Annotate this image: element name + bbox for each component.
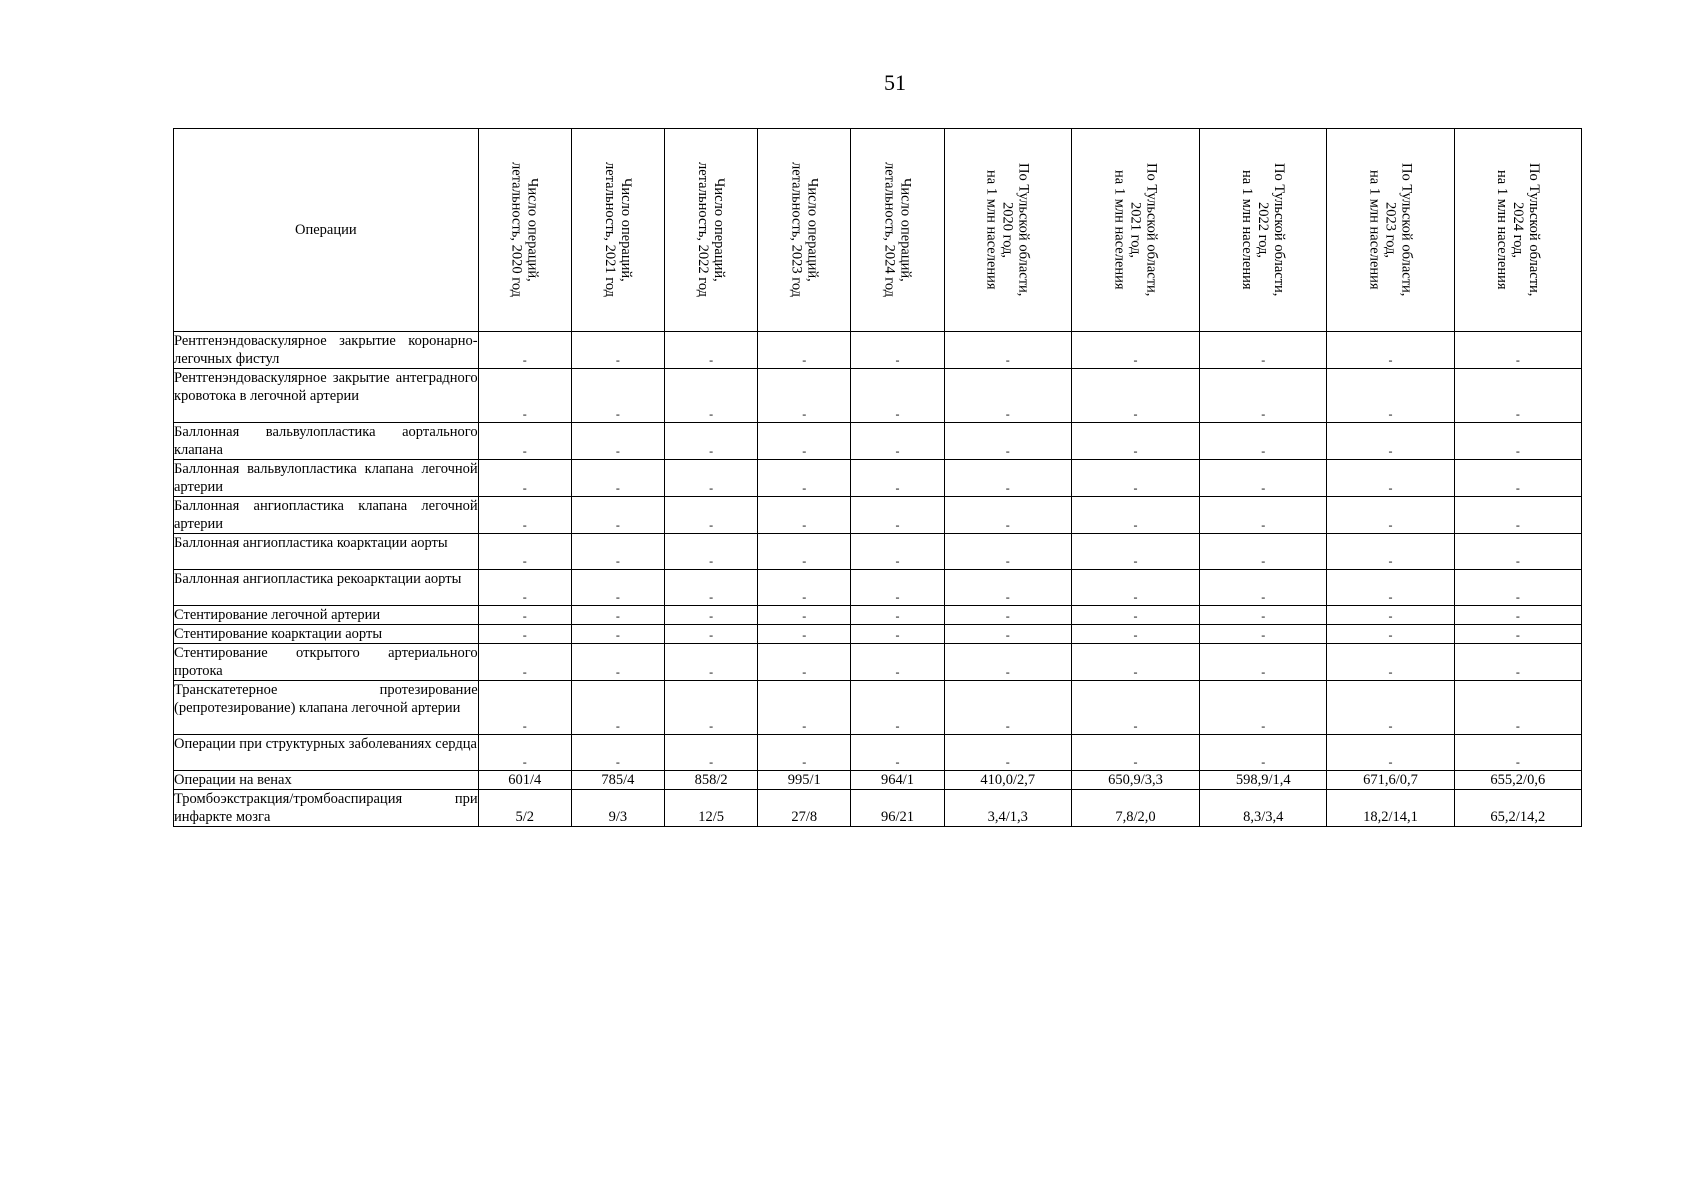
value-cell: -	[1200, 497, 1327, 534]
header-column-3	[665, 129, 758, 332]
value-cell: -	[665, 570, 758, 606]
table-row	[174, 790, 1582, 827]
operation-name: Операции на венах	[174, 772, 292, 788]
value-cell: -	[1200, 534, 1327, 570]
table-row	[174, 771, 1582, 790]
value-cell: -	[1454, 423, 1581, 460]
value-cell: -	[758, 681, 851, 735]
value-cell: -	[1071, 681, 1199, 735]
value-cell: -	[944, 423, 1071, 460]
operation-name-cell	[174, 460, 479, 497]
operation-name: Рентгенэндоваскулярное закрытие коронарно-легочных фистул	[174, 333, 478, 367]
header-column-label-line: 2022 год,	[1255, 201, 1272, 259]
value-cell: -	[1327, 625, 1454, 644]
value-cell: -	[1071, 534, 1199, 570]
value-cell: -	[1327, 423, 1454, 460]
value-cell: -	[1327, 570, 1454, 606]
value-cell: 9/3	[571, 790, 664, 827]
value-cell: -	[1200, 460, 1327, 497]
operation-name: Баллонная вальвулопластика клапана легочной артерии	[174, 461, 478, 495]
header-column-label	[788, 162, 820, 297]
value-cell: 12/5	[665, 790, 758, 827]
value-cell: -	[944, 606, 1071, 625]
header-column-label-line: 2021 год,	[1127, 201, 1144, 259]
value-cell: -	[1454, 534, 1581, 570]
operation-name-cell	[174, 644, 479, 681]
operation-name-cell	[174, 790, 479, 827]
table-row	[174, 644, 1582, 681]
value-cell: -	[478, 606, 571, 625]
value-cell: -	[944, 570, 1071, 606]
value-cell: 410,0/2,7	[944, 771, 1071, 790]
value-cell: -	[1327, 332, 1454, 369]
operation-name-cell	[174, 497, 479, 534]
value-cell: -	[1327, 681, 1454, 735]
operation-name: Транскатетерное протезирование (репротезирование) клапана легочной артерии	[174, 682, 478, 716]
header-column-label-line: на 1 млн населения	[983, 170, 1000, 290]
value-cell: -	[1327, 369, 1454, 423]
value-cell: -	[1200, 423, 1327, 460]
table-row	[174, 625, 1582, 644]
header-column-7	[1071, 129, 1199, 332]
operation-name-cell	[174, 534, 479, 570]
value-cell: -	[851, 497, 944, 534]
operation-name: Баллонная вальвулопластика аортального клапана	[174, 424, 478, 458]
table-row	[174, 606, 1582, 625]
header-column-label	[881, 162, 913, 297]
value-cell: -	[944, 460, 1071, 497]
table-header-row	[174, 129, 1582, 332]
table-row	[174, 681, 1582, 735]
header-column-label-line: летальность, 2024 год	[881, 162, 898, 298]
page-number: 51	[884, 70, 906, 95]
value-cell: -	[665, 735, 758, 771]
header-column-label-line: 2024 год,	[1509, 201, 1526, 259]
value-cell: -	[478, 423, 571, 460]
value-cell: -	[1200, 570, 1327, 606]
value-cell: -	[478, 460, 571, 497]
table-row	[174, 534, 1582, 570]
table-row	[174, 332, 1582, 369]
header-column-label	[1494, 163, 1542, 296]
header-column-label-line: летальность, 2022 год	[695, 162, 712, 298]
value-cell: -	[1327, 606, 1454, 625]
value-cell: 598,9/1,4	[1200, 771, 1327, 790]
operation-name-cell	[174, 332, 479, 369]
header-column-label-line: Число операций,	[524, 178, 541, 282]
value-cell: -	[478, 735, 571, 771]
operation-name: Рентгенэндоваскулярное закрытие антеградного кровотока в легочной артерии	[174, 370, 478, 404]
value-cell: -	[944, 369, 1071, 423]
header-column-label-line: на 1 млн населения	[1239, 170, 1256, 290]
value-cell: -	[1200, 681, 1327, 735]
value-cell: -	[1327, 497, 1454, 534]
table-body	[174, 332, 1582, 827]
header-column-label	[1239, 163, 1287, 296]
value-cell: -	[851, 332, 944, 369]
header-column-label-line: По Тульской области,	[1015, 163, 1032, 297]
operation-name: Операции при структурных заболеваниях сердца	[174, 736, 477, 752]
value-cell: -	[851, 534, 944, 570]
value-cell: -	[1200, 735, 1327, 771]
operation-name-cell	[174, 625, 479, 644]
value-cell: -	[478, 534, 571, 570]
header-column-8	[1200, 129, 1327, 332]
table-row	[174, 423, 1582, 460]
value-cell: -	[571, 369, 664, 423]
value-cell: -	[571, 625, 664, 644]
value-cell: -	[944, 534, 1071, 570]
value-cell: -	[944, 735, 1071, 771]
value-cell: -	[851, 460, 944, 497]
value-cell: 785/4	[571, 771, 664, 790]
value-cell: -	[478, 332, 571, 369]
header-column-label-line: По Тульской области,	[1525, 163, 1542, 297]
header-column-label-line: летальность, 2021 год	[601, 162, 618, 298]
value-cell: -	[1327, 735, 1454, 771]
value-cell: -	[665, 625, 758, 644]
value-cell: -	[944, 681, 1071, 735]
value-cell: -	[851, 570, 944, 606]
value-cell: -	[571, 460, 664, 497]
value-cell: -	[1454, 332, 1581, 369]
value-cell: -	[1071, 606, 1199, 625]
value-cell: -	[571, 681, 664, 735]
value-cell: -	[944, 497, 1071, 534]
value-cell: -	[851, 369, 944, 423]
value-cell: -	[665, 534, 758, 570]
header-column-label-line: 2020 год,	[999, 201, 1016, 259]
value-cell: -	[665, 606, 758, 625]
operations-table	[173, 128, 1582, 827]
header-column-label-line: Число операций,	[711, 178, 728, 282]
header-column-label	[602, 162, 634, 297]
operation-name: Стентирование открытого артериального протока	[174, 645, 478, 679]
value-cell: 655,2/0,6	[1454, 771, 1581, 790]
value-cell: -	[478, 497, 571, 534]
value-cell: -	[665, 332, 758, 369]
value-cell: -	[944, 332, 1071, 369]
value-cell: -	[758, 644, 851, 681]
table-row	[174, 497, 1582, 534]
value-cell: -	[758, 735, 851, 771]
table-row	[174, 369, 1582, 423]
header-column-5	[851, 129, 944, 332]
header-column-label-line: Число операций,	[897, 178, 914, 282]
value-cell: -	[665, 681, 758, 735]
operation-name-cell	[174, 735, 479, 771]
value-cell: -	[478, 369, 571, 423]
table-row	[174, 460, 1582, 497]
value-cell: -	[665, 497, 758, 534]
value-cell: -	[1454, 497, 1581, 534]
value-cell: -	[758, 497, 851, 534]
operation-name: Баллонная ангиопластика коарктации аорты	[174, 535, 448, 551]
value-cell: -	[1454, 369, 1581, 423]
value-cell: -	[1454, 681, 1581, 735]
header-column-label-line: Число операций,	[804, 178, 821, 282]
value-cell: -	[1454, 606, 1581, 625]
value-cell: -	[1071, 332, 1199, 369]
value-cell: -	[1071, 497, 1199, 534]
value-cell: -	[665, 423, 758, 460]
header-column-label	[984, 163, 1032, 296]
value-cell: 858/2	[665, 771, 758, 790]
header-column-label-line: летальность, 2020 год	[508, 162, 525, 298]
header-column-6	[944, 129, 1071, 332]
value-cell: -	[851, 644, 944, 681]
value-cell: -	[1454, 625, 1581, 644]
value-cell: -	[851, 735, 944, 771]
value-cell: -	[1200, 625, 1327, 644]
value-cell: -	[1071, 460, 1199, 497]
value-cell: -	[478, 644, 571, 681]
value-cell: 650,9/3,3	[1071, 771, 1199, 790]
value-cell: 27/8	[758, 790, 851, 827]
value-cell: -	[571, 534, 664, 570]
operation-name: Тромбоэкстракция/тромбоаспирация при инфаркте мозга	[174, 791, 478, 825]
header-column-label-line: на 1 млн населения	[1111, 170, 1128, 290]
header-column-label-line: на 1 млн населения	[1366, 170, 1383, 290]
value-cell: -	[758, 625, 851, 644]
value-cell: 995/1	[758, 771, 851, 790]
value-cell: -	[478, 570, 571, 606]
value-cell: -	[851, 423, 944, 460]
header-column-label-line: По Тульской области,	[1271, 163, 1288, 297]
value-cell: -	[758, 460, 851, 497]
value-cell: -	[571, 332, 664, 369]
value-cell: -	[758, 369, 851, 423]
operation-name: Стентирование коарктации аорты	[174, 626, 383, 642]
value-cell: 964/1	[851, 771, 944, 790]
header-column-label	[509, 162, 541, 297]
value-cell: -	[571, 570, 664, 606]
value-cell: -	[665, 369, 758, 423]
value-cell: -	[1200, 369, 1327, 423]
value-cell: -	[1454, 570, 1581, 606]
header-operations: Операции	[174, 129, 479, 332]
header-column-label	[1367, 163, 1415, 296]
value-cell: -	[1071, 570, 1199, 606]
table-row	[174, 735, 1582, 771]
value-cell: -	[851, 625, 944, 644]
value-cell: -	[571, 497, 664, 534]
header-column-label-line: 2023 год,	[1382, 201, 1399, 259]
value-cell: -	[1071, 625, 1199, 644]
header-column-label-line: Число операций,	[617, 178, 634, 282]
value-cell: -	[571, 606, 664, 625]
operation-name: Баллонная ангиопластика рекоарктации аорты	[174, 571, 462, 587]
value-cell: -	[758, 423, 851, 460]
value-cell: -	[851, 681, 944, 735]
value-cell: -	[665, 460, 758, 497]
header-column-label-line: По Тульской области,	[1398, 163, 1415, 297]
value-cell: -	[1454, 735, 1581, 771]
value-cell: -	[478, 625, 571, 644]
value-cell: -	[1071, 735, 1199, 771]
value-cell: -	[1327, 460, 1454, 497]
operation-name-cell	[174, 606, 479, 625]
value-cell: 671,6/0,7	[1327, 771, 1454, 790]
value-cell: -	[758, 570, 851, 606]
value-cell: -	[1071, 644, 1199, 681]
value-cell: 8,3/3,4	[1200, 790, 1327, 827]
value-cell: -	[478, 681, 571, 735]
operation-name-cell	[174, 423, 479, 460]
value-cell: 5/2	[478, 790, 571, 827]
header-column-label	[1111, 163, 1159, 296]
value-cell: -	[944, 644, 1071, 681]
value-cell: 7,8/2,0	[1071, 790, 1199, 827]
operation-name-cell	[174, 570, 479, 606]
header-column-1	[478, 129, 571, 332]
header-column-label	[695, 162, 727, 297]
header-column-9	[1327, 129, 1454, 332]
value-cell: -	[758, 534, 851, 570]
header-column-4	[758, 129, 851, 332]
value-cell: -	[1200, 332, 1327, 369]
value-cell: -	[571, 735, 664, 771]
value-cell: -	[1327, 644, 1454, 681]
value-cell: -	[665, 644, 758, 681]
value-cell: -	[1071, 423, 1199, 460]
table-row	[174, 570, 1582, 606]
header-column-2	[571, 129, 664, 332]
value-cell: -	[758, 606, 851, 625]
value-cell: 96/21	[851, 790, 944, 827]
value-cell: -	[1071, 369, 1199, 423]
value-cell: -	[851, 606, 944, 625]
header-column-label-line: на 1 млн населения	[1493, 170, 1510, 290]
operation-name-cell	[174, 771, 479, 790]
value-cell: -	[571, 644, 664, 681]
header-column-label-line: По Тульской области,	[1143, 163, 1160, 297]
header-column-label-line: летальность, 2023 год	[788, 162, 805, 298]
value-cell: -	[1327, 534, 1454, 570]
value-cell: -	[571, 423, 664, 460]
value-cell: -	[1454, 460, 1581, 497]
value-cell: 601/4	[478, 771, 571, 790]
operation-name: Стентирование легочной артерии	[174, 607, 381, 623]
value-cell: -	[944, 625, 1071, 644]
operation-name-cell	[174, 681, 479, 735]
operation-name: Баллонная ангиопластика клапана легочной артерии	[174, 498, 478, 532]
value-cell: -	[1200, 606, 1327, 625]
value-cell: 3,4/1,3	[944, 790, 1071, 827]
header-column-10	[1454, 129, 1581, 332]
value-cell: -	[1200, 644, 1327, 681]
value-cell: 65,2/14,2	[1454, 790, 1581, 827]
operation-name-cell	[174, 369, 479, 423]
value-cell: 18,2/14,1	[1327, 790, 1454, 827]
value-cell: -	[758, 332, 851, 369]
value-cell: -	[1454, 644, 1581, 681]
